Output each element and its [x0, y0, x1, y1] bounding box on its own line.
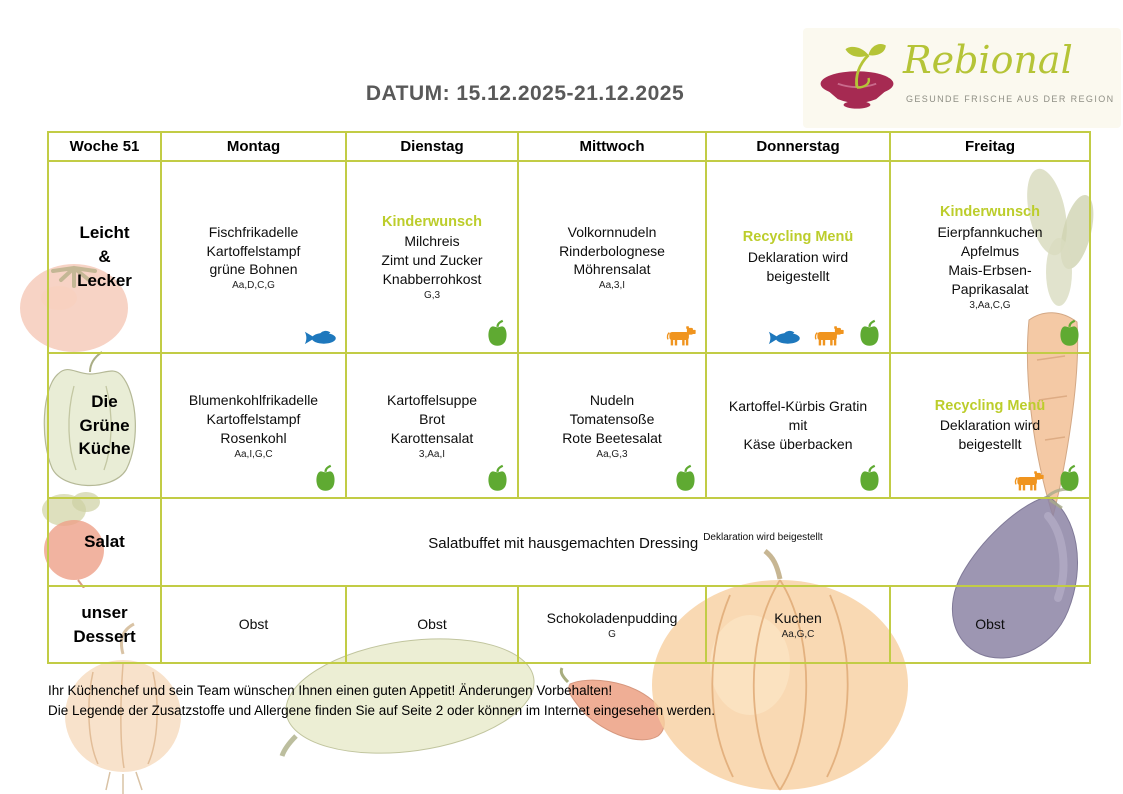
cell-text — [891, 203, 1089, 310]
allergen-codes: 3,Aa,C,G — [969, 299, 1011, 311]
weekly-menu-table — [47, 131, 1091, 664]
dish-line: Deklaration wird — [747, 248, 849, 265]
dish-line: Paprikasalat — [951, 280, 1029, 297]
meal-icons — [768, 319, 881, 347]
pepper-icon — [674, 464, 697, 492]
menu-cell-gruene-freitag — [890, 353, 1090, 498]
dish-line: Volkornnudeln — [567, 223, 657, 240]
dish-line: beigestellt — [958, 436, 1022, 453]
meal-icons — [858, 464, 881, 492]
special-menu-label: Kinderwunsch — [940, 204, 1040, 221]
row-gruene-kueche — [48, 353, 1090, 498]
menu-cell-dessert-dienstag — [346, 586, 518, 663]
dish-line: Tomatensoße — [569, 411, 655, 428]
meal-icons — [666, 325, 697, 347]
fish-icon — [768, 328, 801, 347]
menu-cell-gruene-donnerstag — [706, 353, 890, 498]
date-range: DATUM: 15.12.2025-21.12.2025 — [365, 82, 685, 105]
menu-cell-gruene-mittwoch — [518, 353, 706, 498]
footer-note — [48, 681, 715, 720]
cow-icon — [814, 325, 845, 347]
dish-line: Kuchen — [774, 610, 822, 627]
cow-icon — [666, 325, 697, 347]
dish-line: Fischfrikadelle — [208, 223, 299, 240]
fish-icon — [304, 328, 337, 347]
dish-line: Kartoffelstampf — [206, 242, 301, 259]
day-header-donnerstag: Donnerstag — [706, 132, 890, 161]
brand-logo — [803, 28, 1121, 128]
dish-line: beigestellt — [766, 267, 830, 284]
pepper-icon — [314, 464, 337, 492]
dish-line: Käse überbacken — [743, 435, 853, 452]
dish-line: Rote Beetesalat — [562, 429, 662, 446]
footer-line-1: Ihr Küchenchef und sein Team wünschen Ihnen einen guten Appetit! Änderungen Vorbehalten! — [48, 683, 613, 698]
menu-cell-dessert-freitag — [890, 586, 1090, 663]
allergen-codes: Aa,G,C — [781, 628, 815, 640]
allergen-codes: Aa,3,I — [598, 280, 626, 292]
dish-line: Knabberrohkost — [382, 271, 482, 288]
allergen-codes: Aa,D,C,G — [232, 280, 275, 292]
day-header-dienstag: Dienstag — [346, 132, 518, 161]
allergen-codes: Aa,G,3 — [596, 448, 628, 460]
row-leicht-lecker — [48, 161, 1090, 353]
row-label-dessert: unser Dessert — [48, 586, 161, 663]
cell-text — [162, 615, 345, 634]
meal-icons — [486, 319, 509, 347]
allergen-codes: 3,Aa,I — [418, 448, 446, 460]
row-label-leicht-lecker: Leicht & Lecker — [48, 161, 161, 353]
dish-line: Rosenkohl — [220, 429, 287, 446]
pepper-icon — [858, 319, 881, 347]
meal-icons — [674, 464, 697, 492]
cell-text — [347, 213, 517, 301]
pepper-icon — [1058, 464, 1081, 492]
dish-line: Deklaration wird — [939, 417, 1041, 434]
cell-text — [519, 223, 705, 292]
cell-text — [162, 223, 345, 292]
menu-cell-gruene-montag — [161, 353, 346, 498]
pepper-icon — [486, 319, 509, 347]
cell-text — [891, 615, 1089, 634]
cell-text — [707, 609, 889, 640]
menu-cell-leicht-montag — [161, 161, 346, 353]
allergen-codes: Aa,I,G,C — [234, 448, 273, 460]
meal-icons — [486, 464, 509, 492]
dish-line: Obst — [417, 616, 447, 633]
cell-text — [162, 391, 345, 460]
menu-cell-dessert-mittwoch — [518, 586, 706, 663]
dish-line: Brot — [419, 411, 445, 428]
salad-buffet-note: Deklaration wird beigestellt — [703, 531, 823, 543]
menu-cell-gruene-dienstag — [346, 353, 518, 498]
cell-text — [519, 609, 705, 640]
menu-cell-dessert-montag — [161, 586, 346, 663]
cell-text — [519, 391, 705, 460]
cell-text — [891, 397, 1089, 454]
row-salat — [48, 498, 1090, 586]
dish-line: Obst — [975, 616, 1005, 633]
dish-line: Milchreis — [404, 233, 460, 250]
cow-icon — [1014, 470, 1045, 492]
allergen-codes: G,3 — [423, 290, 441, 302]
day-header-mittwoch: Mittwoch — [518, 132, 706, 161]
header-row — [48, 132, 1090, 161]
dish-line: Rinderbolognese — [559, 242, 665, 259]
cell-text — [707, 397, 889, 454]
brand-name: Rebional — [903, 38, 1073, 82]
special-menu-label: Recycling Menü — [934, 397, 1046, 414]
meal-icons — [314, 464, 337, 492]
brand-tagline: GESUNDE FRISCHE AUS DER REGION — [906, 94, 1115, 104]
row-dessert — [48, 586, 1090, 663]
cell-text — [347, 615, 517, 634]
row-label-salat: Salat — [48, 498, 161, 586]
pepper-icon — [858, 464, 881, 492]
cell-text — [347, 391, 517, 460]
dish-line: Apfelmus — [960, 242, 1020, 259]
dish-line: mit — [788, 417, 808, 434]
salad-buffet-cell — [161, 498, 1090, 586]
cell-text — [707, 228, 889, 285]
salad-buffet-text: Salatbuffet mit hausgemachten Dressing — [428, 534, 699, 552]
meal-icons — [1058, 319, 1081, 347]
dish-line: Kartoffelsuppe — [386, 392, 478, 409]
row-label-gruene-kueche: Die Grüne Küche — [48, 353, 161, 498]
pepper-icon — [1058, 319, 1081, 347]
special-menu-label: Recycling Menü — [742, 229, 854, 246]
meal-icons — [1014, 464, 1081, 492]
menu-cell-leicht-dienstag — [346, 161, 518, 353]
meal-icons — [304, 328, 337, 347]
day-header-montag: Montag — [161, 132, 346, 161]
dish-line: Kartoffel-Kürbis Gratin — [728, 398, 868, 415]
dish-line: Kartoffelstampf — [206, 411, 301, 428]
allergen-codes: G — [608, 628, 616, 640]
special-menu-label: Kinderwunsch — [382, 213, 482, 230]
dish-line: Zimt und Zucker — [381, 252, 483, 269]
menu-cell-dessert-donnerstag — [706, 586, 890, 663]
dish-line: Mais-Erbsen- — [948, 261, 1032, 278]
dish-line: Möhrensalat — [573, 261, 651, 278]
footer-line-2: Die Legende der Zusatzstoffe und Allergene finden Sie auf Seite 2 oder können im Internet eingesehen werden. — [48, 702, 715, 718]
menu-cell-leicht-freitag — [890, 161, 1090, 353]
dish-line: Karottensalat — [390, 429, 474, 446]
dish-line: Obst — [238, 616, 269, 633]
day-header-freitag: Freitag — [890, 132, 1090, 161]
menu-cell-leicht-donnerstag — [706, 161, 890, 353]
dish-line: Eierpfannkuchen — [937, 224, 1043, 240]
logo-bowl-sprout-icon — [811, 38, 903, 118]
menu-cell-leicht-mittwoch — [518, 161, 706, 353]
dish-line: Blumenkohlfrikadelle — [188, 392, 319, 409]
dish-line: grüne Bohnen — [209, 261, 298, 278]
dish-line: Nudeln — [589, 392, 635, 409]
pepper-icon — [486, 464, 509, 492]
week-header: Woche 51 — [48, 132, 161, 161]
dish-line: Schokoladenpudding — [546, 610, 678, 627]
